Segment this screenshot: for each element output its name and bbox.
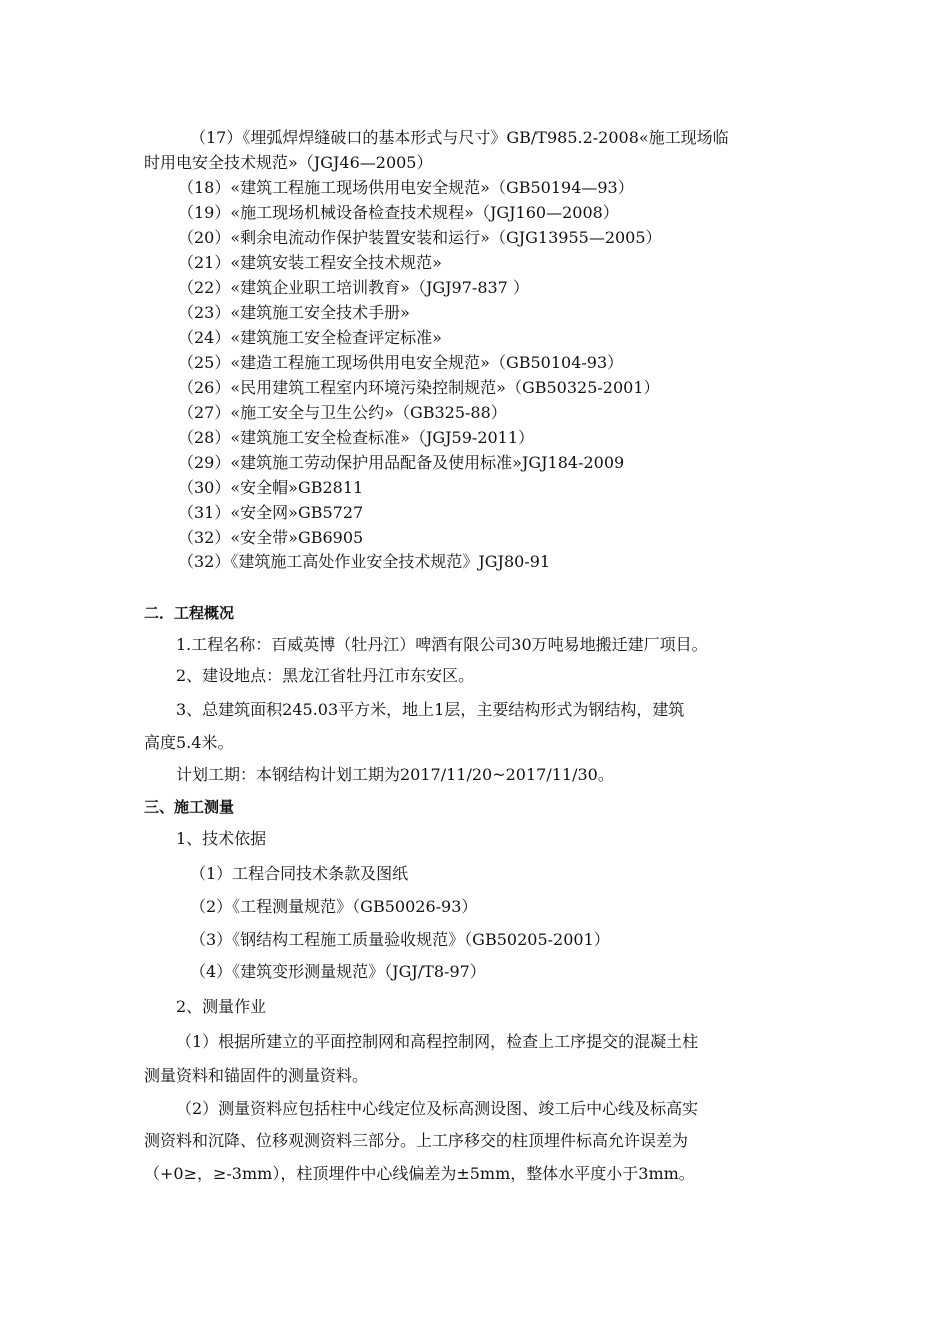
reference-item: （17）《埋弧焊焊缝破口的基本形式与尺寸》GB/T985.2-2008«施工现场临 bbox=[190, 128, 729, 147]
reference-item: （24）«建筑施工安全检查评定标准» bbox=[178, 328, 442, 347]
project-schedule: 计划工期：本钢结构计划工期为2017/11/20~2017/11/30。 bbox=[176, 765, 614, 784]
survey-work-item-2: （2）测量资料应包括柱中心线定位及标高测设图、竣工后中心线及标高实 bbox=[176, 1099, 699, 1118]
reference-item: （26）«民用建筑工程室内环境污染控制规范»（GB50325-2001） bbox=[178, 378, 660, 397]
project-name: 1.工程名称：百威英博（牡丹江）啤酒有限公司30万吨易地搬迁建厂项目。 bbox=[176, 635, 708, 654]
basis-item: （1）工程合同技术条款及图纸 bbox=[190, 864, 409, 883]
section-heading-project-overview: 二．工程概况 bbox=[144, 604, 235, 622]
reference-item: （23）«建筑施工安全技术手册» bbox=[178, 303, 410, 322]
basis-item: （3）《钢结构工程施工质量验收规范》（GB50205-2001） bbox=[190, 930, 610, 949]
subheading-survey-work: 2、测量作业 bbox=[176, 997, 267, 1016]
survey-work-item-1: （1）根据所建立的平面控制网和高程控制网，检查上工序提交的混凝土柱 bbox=[176, 1032, 699, 1051]
reference-item-continuation: 时用电安全技术规范»（JGJ46—2005） bbox=[144, 153, 433, 172]
reference-item: （29）«建筑施工劳动保护用品配备及使用标准»JGJ184-2009 bbox=[178, 453, 625, 472]
survey-work-item-2-continuation: 测资料和沉降、位移观测资料三部分。上工序移交的柱顶埋件标高允许误差为 bbox=[144, 1131, 689, 1150]
project-area-continuation: 高度5.4米。 bbox=[144, 733, 234, 752]
survey-work-item-2-continuation: （+0≥，≥-3mm），柱顶埋件中心线偏差为±5mm，整体水平度小于3mm。 bbox=[144, 1164, 695, 1183]
reference-item: （19）«施工现场机械设备检查技术规程»（JGJ160—2008） bbox=[178, 203, 619, 222]
reference-item: （32）《建筑施工高处作业安全技术规范》JGJ80-91 bbox=[178, 552, 551, 571]
project-location: 2、建设地点：黑龙江省牡丹江市东安区。 bbox=[176, 666, 475, 685]
reference-item: （21）«建筑安装工程安全技术规范» bbox=[178, 253, 442, 272]
survey-work-item-1-continuation: 测量资料和锚固件的测量资料。 bbox=[144, 1066, 369, 1085]
project-area: 3、总建筑面积245.03平方米，地上1层，主要结构形式为钢结构，建筑 bbox=[176, 700, 685, 719]
subheading-technical-basis: 1、技术依据 bbox=[176, 829, 267, 848]
reference-item: （32）«安全带»GB6905 bbox=[178, 528, 364, 547]
basis-item: （2）《工程测量规范》（GB50026-93） bbox=[190, 897, 478, 916]
reference-item: （20）«剩余电流动作保护装置安装和运行»（GJG13955—2005） bbox=[178, 228, 662, 247]
reference-item: （25）«建造工程施工现场供用电安全规范»（GB50104-93） bbox=[178, 353, 624, 372]
basis-item: （4）《建筑变形测量规范》（JGJ/T8-97） bbox=[190, 962, 486, 981]
reference-item: （27）«施工安全与卫生公约»（GB325-88） bbox=[178, 403, 507, 422]
reference-item: （22）«建筑企业职工培训教育»（JGJ97-837 ） bbox=[178, 278, 529, 297]
reference-item: （30）«安全帽»GB2811 bbox=[178, 478, 364, 497]
reference-item: （31）«安全网»GB5727 bbox=[178, 503, 364, 522]
reference-item: （18）«建筑工程施工现场供用电安全规范»（GB50194—93） bbox=[178, 178, 634, 197]
reference-item: （28）«建筑施工安全检查标准»（JGJ59-2011） bbox=[178, 428, 535, 447]
section-heading-survey: 三、施工测量 bbox=[144, 798, 235, 816]
